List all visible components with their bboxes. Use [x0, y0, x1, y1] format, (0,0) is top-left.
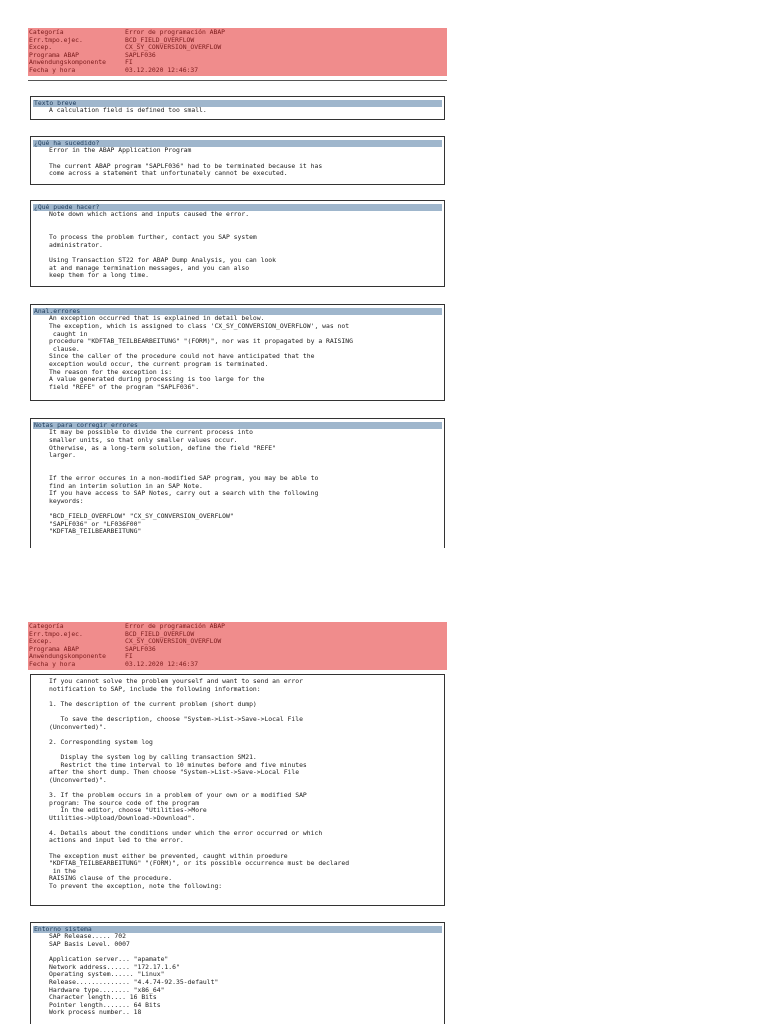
text-line: To prevent the exception, note the following:	[49, 883, 223, 891]
text-line: The exception must either be prevented, caught within proedure	[49, 852, 288, 860]
header-label: Fecha y hora	[29, 659, 76, 668]
text-line: To process the problem further, contact you SAP system	[49, 234, 257, 242]
text-line: Network address...... "172.17.1.6"	[49, 963, 180, 971]
text-line	[49, 505, 440, 513]
text-line: 2. Corresponding system log	[49, 738, 153, 746]
text-line	[49, 845, 440, 853]
text-line: The reason for the exception is:	[49, 368, 173, 376]
text-line: Utilities->Upload/Download->Download".	[49, 814, 196, 822]
text-line: actions and input led to the error.	[49, 837, 184, 845]
header-row	[29, 44, 447, 52]
header-value: Error de programación ABAP	[125, 622, 226, 630]
text-line: A calculation field is defined too small.	[49, 107, 207, 115]
text-line: SAP Release..... 702	[49, 933, 126, 941]
text-line: Pointer length....... 64 Bits	[49, 1001, 161, 1009]
header-label: Err.tmpo.ejec.	[29, 35, 83, 44]
text-line: "SAPLF036" or "LF036F00"	[49, 520, 142, 528]
text-line: If the error occures in a non-modified SAP program, you may be able to	[49, 474, 319, 482]
text-line: exception would occur, the current program is terminated.	[49, 360, 269, 368]
text-line: RAISING clause of the procedure.	[49, 875, 173, 883]
header-row	[29, 638, 447, 646]
header-label: Fecha y hora	[29, 65, 76, 74]
header-label: Programa ABAP	[29, 50, 80, 59]
header-label: Anwendungskomponente	[29, 652, 106, 661]
text-line: come across a statement that unfortunately cannot be executed.	[49, 170, 288, 178]
header-value: SAPLF036	[125, 644, 156, 653]
section-title: ¿Qué puede hacer?	[33, 204, 442, 211]
header-label: Err.tmpo.ejec.	[29, 629, 83, 638]
header-value: CX_SY_CONVERSION_OVERFLOW	[125, 43, 222, 52]
section-title: Entorno sistema	[33, 926, 442, 933]
text-line: Note down which actions and inputs caused the error.	[49, 211, 250, 219]
text-line: If you have access to SAP Notes, carry out a search with the following	[49, 490, 319, 498]
header-value: BCD_FIELD_OVERFLOW	[125, 35, 195, 44]
text-line: 3. If the problem occurs in a problem of your own or a modified SAP	[49, 791, 307, 799]
header-row	[29, 623, 447, 631]
text-line: To save the description, choose "System->List->Save->Local File	[49, 715, 303, 723]
header-label: Categoría	[29, 622, 64, 630]
text-line: A value generated during processing is too large for the	[49, 376, 265, 384]
header-value: BCD_FIELD_OVERFLOW	[125, 629, 195, 638]
text-line	[49, 949, 440, 957]
text-line: Restrict the time interval to 10 minutes before and five minutes	[49, 761, 307, 769]
text-line	[49, 227, 440, 235]
text-line	[49, 731, 440, 739]
text-line	[49, 708, 440, 716]
header-value: Error de programación ABAP	[125, 28, 226, 36]
section-notas-corregir	[30, 418, 445, 548]
header-value: FI	[125, 58, 133, 67]
header-label: Anwendungskomponente	[29, 58, 106, 67]
dump-page-2	[0, 600, 768, 1024]
text-line: smaller units, so that only smaller values occur.	[49, 436, 238, 444]
text-line: (Unconverted)".	[49, 723, 107, 731]
dump-header-1	[28, 28, 447, 76]
header-row	[29, 631, 447, 639]
section-title: Notas para corregir errores	[33, 422, 442, 429]
text-line: Release.............. "4.4.74-92.35-default"	[49, 978, 219, 986]
text-line	[49, 693, 440, 701]
header-row	[29, 67, 447, 75]
text-line: "BCD_FIELD_OVERFLOW" "CX_SY_CONVERSION_OVERFLOW"	[49, 512, 234, 520]
text-line: "KDFTAB_TEILBEARBEITUNG"	[49, 528, 142, 536]
text-line: Otherwise, as a long-term solution, define the field "REFE"	[49, 444, 277, 452]
text-line: clause.	[49, 345, 80, 353]
text-line: The exception, which is assigned to class 'CX_SY_CONVERSION_OVERFLOW', was not	[49, 322, 350, 330]
header-value: 03.12.2020 12:46:37	[125, 65, 199, 74]
text-line	[49, 155, 440, 163]
text-line: Application server... "apamate"	[49, 956, 169, 964]
text-line	[49, 784, 440, 792]
text-line: notification to SAP, include the following information:	[49, 685, 261, 693]
text-line: program: The source code of the program	[49, 799, 200, 807]
text-line: An exception occurred that is explained in detail below.	[49, 315, 265, 323]
section-title: Texto breve	[33, 100, 442, 107]
header-value: FI	[125, 652, 133, 661]
text-line: SAP Basis Level. 0007	[49, 940, 130, 948]
text-line	[49, 822, 440, 830]
section-title: ¿Qué ha sucedido?	[33, 140, 442, 147]
text-line: It may be possible to divide the current process into	[49, 429, 253, 437]
header-row	[29, 661, 447, 669]
text-line: (Unconverted)".	[49, 776, 107, 784]
header-label: Categoría	[29, 28, 64, 36]
text-line: Using Transaction ST22 for ABAP Dump Analysis, you can look	[49, 256, 277, 264]
text-line: Error in the ABAP Application Program	[49, 147, 192, 155]
text-line: "KDFTAB_TEILBEARBEITUNG" "(FORM)", or its possible occurrence must be declared	[49, 860, 350, 868]
text-line: Since the caller of the procedure could not have anticipated that the	[49, 353, 315, 361]
header-row	[29, 29, 447, 37]
header-value: 03.12.2020 12:46:37	[125, 659, 199, 668]
text-line: at and manage termination messages, and you can also	[49, 264, 250, 272]
text-line: procedure "KDFTAB_TEILBEARBEITUNG" "(FORM)", nor was it propagated by a RAISING	[49, 338, 353, 346]
section-notas-continuacion	[30, 674, 445, 906]
header-label: Programa ABAP	[29, 644, 80, 653]
section-texto-breve	[30, 96, 445, 120]
section-title: Anal.errores	[33, 308, 442, 315]
header-row	[29, 653, 447, 661]
dump-header-2	[28, 622, 447, 670]
header-label: Excep.	[29, 43, 53, 52]
text-line	[49, 249, 440, 257]
text-line	[49, 467, 440, 475]
text-line: after the short dump. Then choose "System->List->Save->Local File	[49, 769, 300, 777]
text-line: In the editor, choose "Utilities->More	[49, 807, 207, 815]
header-row	[29, 59, 447, 67]
header-row	[29, 37, 447, 45]
text-line: administrator.	[49, 241, 103, 249]
text-line: Character length.... 16 Bits	[49, 994, 157, 1002]
text-line: keep them for a long time.	[49, 272, 150, 280]
text-line: The current ABAP program "SAPLF036" had to be terminated because it has	[49, 162, 323, 170]
text-line: caught in	[49, 330, 88, 338]
text-line: Operating system...... "Linux"	[49, 971, 165, 979]
text-line: Hardware type........ "x86_64"	[49, 986, 165, 994]
text-line: 4. Details about the conditions under which the error occurred or which	[49, 829, 323, 837]
text-line: field "REFE" of the program "SAPLF036".	[49, 383, 200, 391]
text-line: 1. The description of the current problem (short dump)	[49, 700, 257, 708]
text-line: find an interim solution in an SAP Note.	[49, 482, 203, 490]
section-que-puede-hacer	[30, 200, 445, 287]
section-que-ha-sucedido	[30, 136, 445, 185]
text-line: Display the system log by calling transaction SM21.	[49, 753, 257, 761]
text-line	[49, 746, 440, 754]
header-value: SAPLF036	[125, 50, 156, 59]
text-line	[49, 460, 440, 468]
header-divider	[28, 80, 447, 81]
text-line: keywords:	[49, 497, 84, 505]
section-anal-errores	[30, 304, 445, 401]
text-line: Work process number.. 18	[49, 1009, 142, 1017]
section-entorno-sistema	[30, 922, 445, 1024]
header-label: Excep.	[29, 637, 53, 646]
header-value: CX_SY_CONVERSION_OVERFLOW	[125, 637, 222, 646]
text-line: in the	[49, 867, 76, 875]
text-line: If you cannot solve the problem yourself and want to send an error	[49, 678, 303, 685]
text-line: larger.	[49, 452, 76, 460]
text-line	[49, 219, 440, 227]
